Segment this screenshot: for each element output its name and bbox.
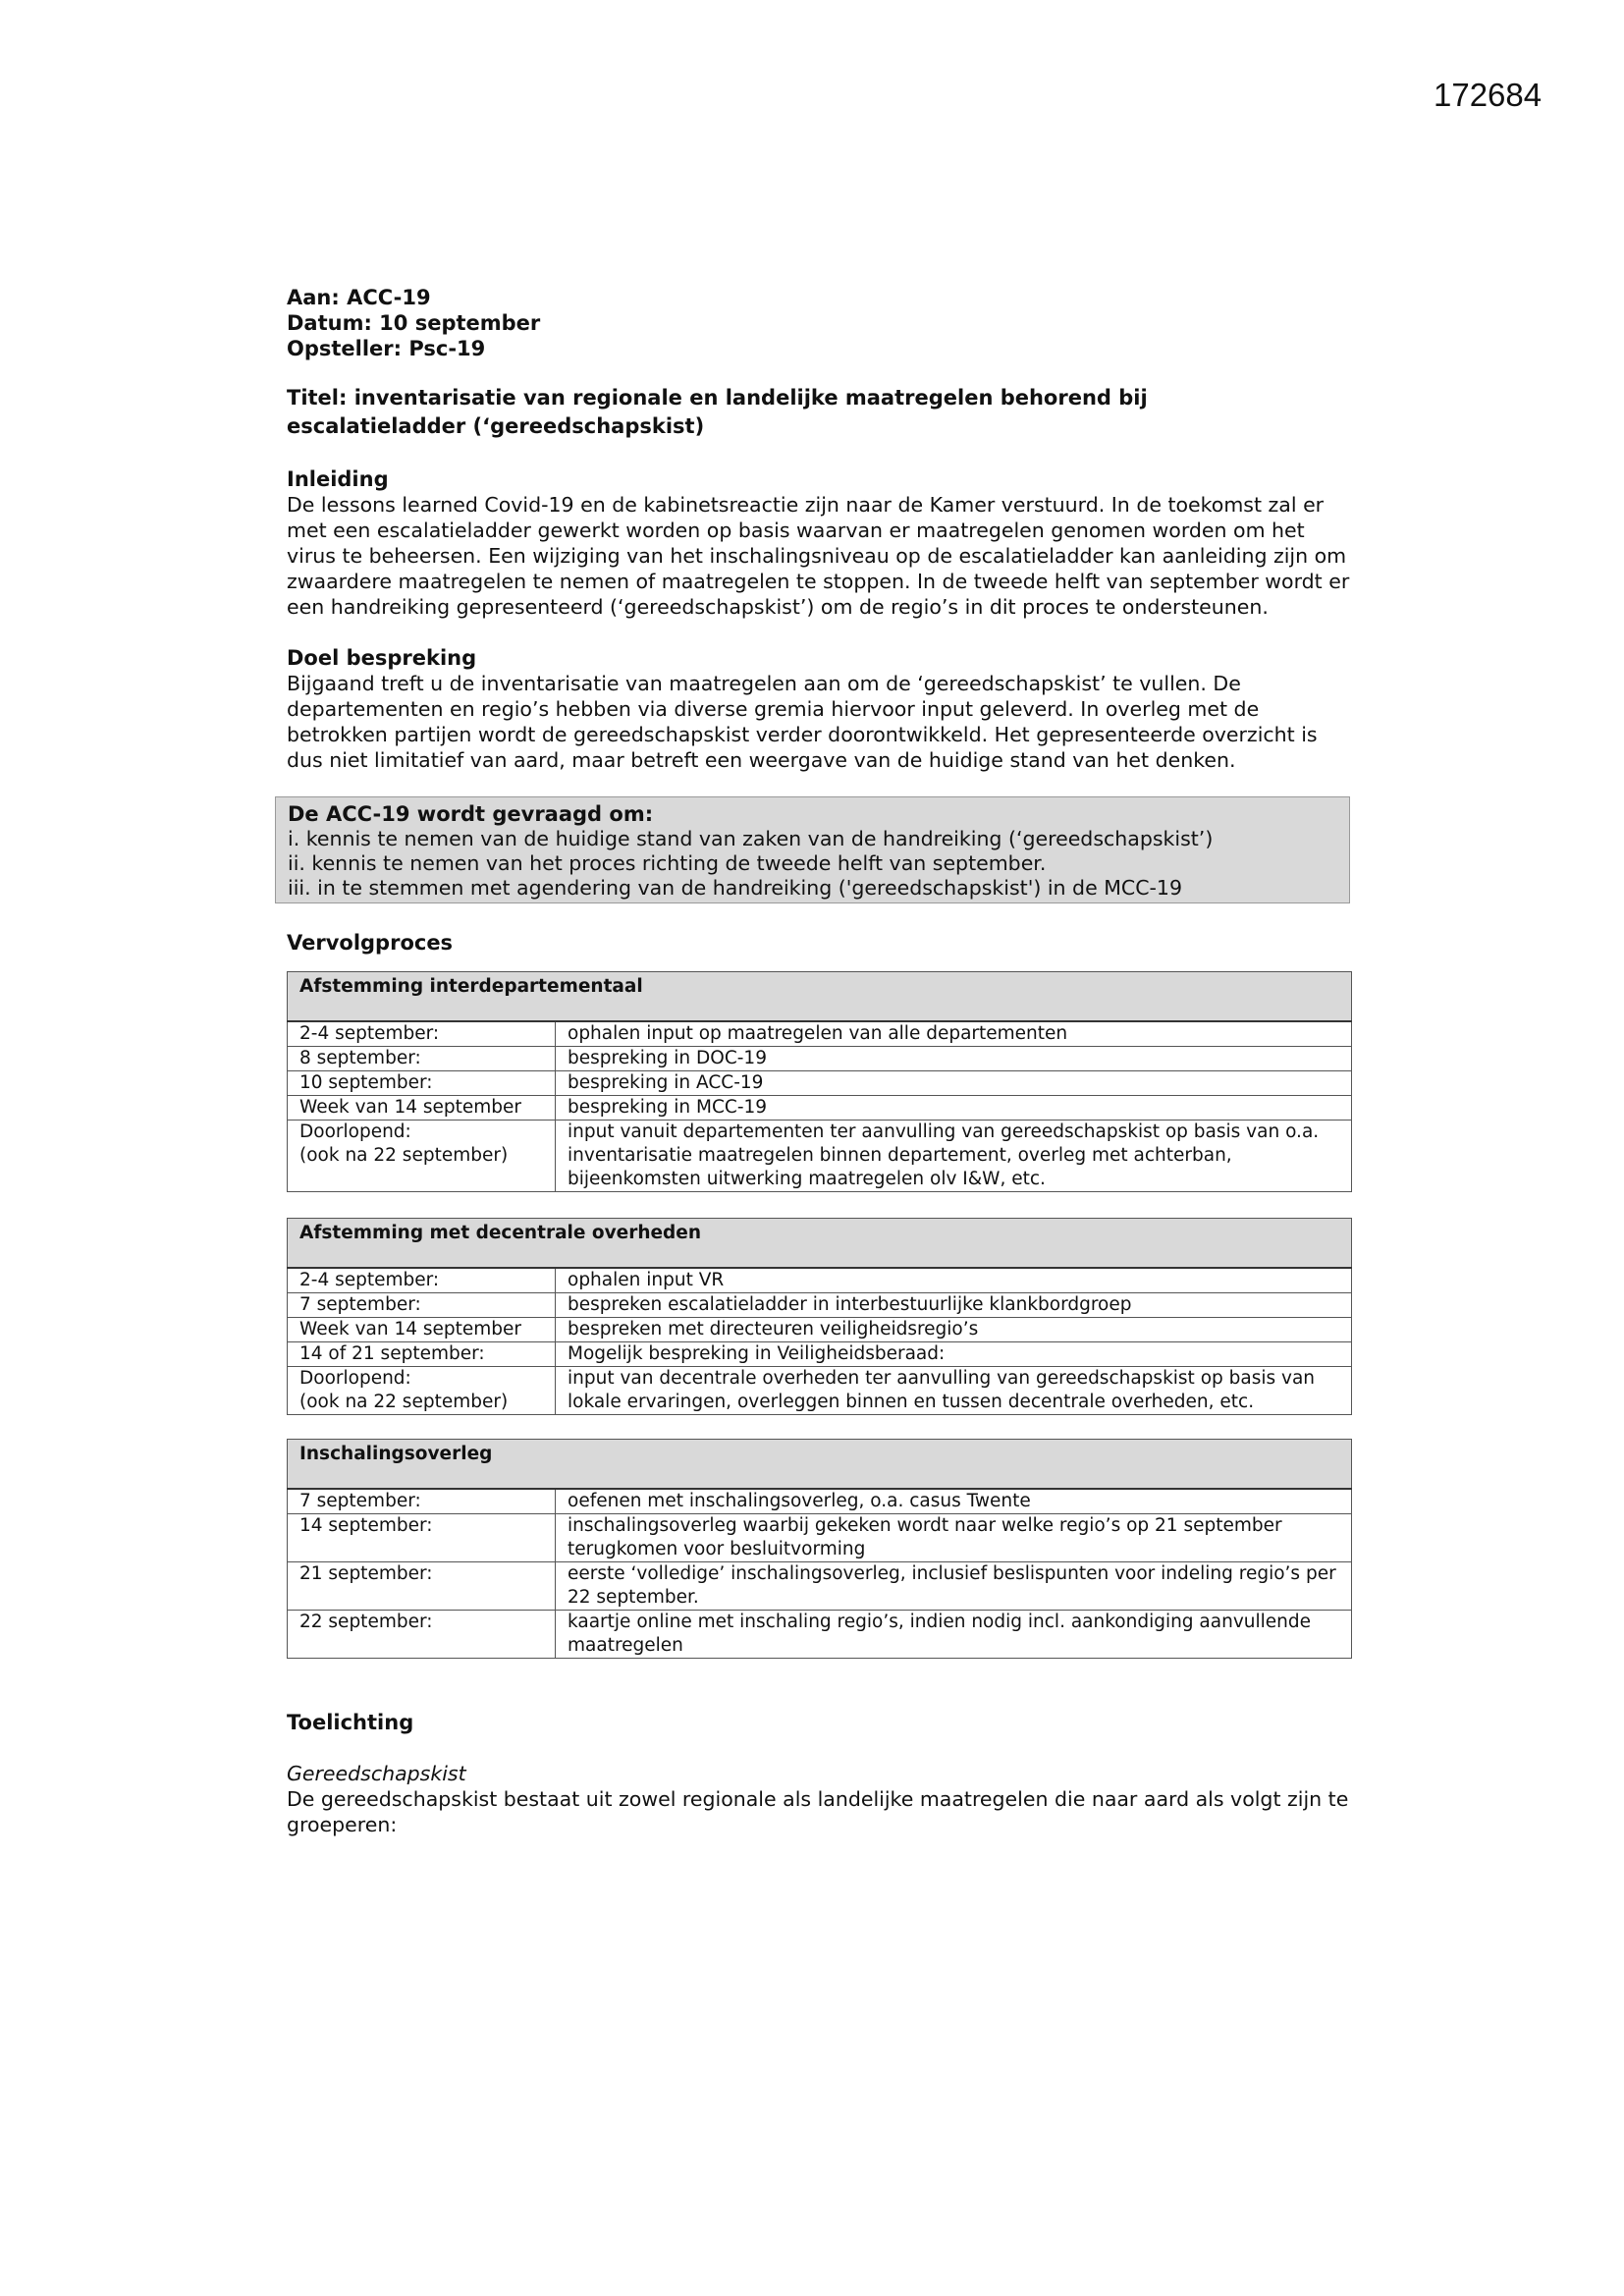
row-date: Week van 14 september (288, 1318, 556, 1342)
vervolgproces-heading: Vervolgproces (287, 931, 454, 955)
meta-aan: Aan: ACC-19 (287, 286, 431, 309)
table-row (288, 1121, 1352, 1192)
table-row (288, 1096, 1352, 1121)
row-description: kaartje online met inschaling regio’s, indien nodig incl. aankondiging aanvullende maatregelen (556, 1611, 1352, 1659)
doel-heading: Doel bespreking (287, 646, 477, 670)
inleiding-text: De lessons learned Covid-19 en de kabinetsreactie zijn naar de Kamer verstuurd. In de toekomst zal er met een escalatieladder gewerkt worden op basis waarvan er maatregelen genomen worden om het virus te beheersen. Een wijziging van het inschalingsniveau op de escalatieladder kan aanleiding zijn om zwaardere maatregelen te nemen of maatregelen te stoppen. In de tweede helft van september wordt er een handreiking gepresenteerd (‘gereedschapskist’) om de regio’s in dit proces te ondersteunen. (287, 493, 1350, 619)
table-row (288, 1047, 1352, 1071)
table-row (288, 1268, 1352, 1293)
toelichting-text: De gereedschapskist bestaat uit zowel regionale als landelijke maatregelen die naar aard als volgt zijn te groeperen: (287, 1787, 1349, 1836)
row-date: 22 september: (288, 1611, 556, 1659)
document-number: 172684 (1434, 77, 1543, 113)
row-date: 7 september: (288, 1293, 556, 1318)
toelichting-heading: Toelichting (287, 1711, 414, 1734)
row-description: eerste ‘volledige’ inschalingsoverleg, inclusief beslispunten voor indeling regio’s per 22 september. (556, 1562, 1352, 1611)
row-date: 7 september: (288, 1489, 556, 1514)
row-description: bespreken escalatieladder in interbestuurlijke klankbordgroep (556, 1293, 1352, 1318)
memo-body (287, 285, 1357, 1837)
table-row (288, 1367, 1352, 1415)
row-description: bespreken met directeuren veiligheidsregio’s (556, 1318, 1352, 1342)
table-row (288, 1342, 1352, 1367)
row-description: bespreking in MCC-19 (556, 1096, 1352, 1121)
row-description: oefenen met inschalingsoverleg, o.a. casus Twente (556, 1489, 1352, 1514)
memo-title: Titel: inventarisatie van regionale en landelijke maatregelen behorend bij escalatieladder (‘gereedschapskist) (287, 386, 1148, 438)
row-date: 2-4 september: (288, 1021, 556, 1047)
row-date: Doorlopend: (ook na 22 september) (288, 1121, 556, 1192)
doel-text: Bijgaand treft u de inventarisatie van maatregelen aan om de ‘gereedschapskist’ te vullen. De departementen en regio’s hebben via diverse gremia hiervoor input geleverd. In overleg met de betrokken partijen wordt de gereedschapskist verder doorontwikkeld. Het gepresenteerde overzicht is dus niet limitatief van aard, maar betreft een weergave van de huidige stand van het denken. (287, 672, 1318, 772)
inleiding-heading: Inleiding (287, 467, 389, 491)
row-date: 21 september: (288, 1562, 556, 1611)
table-row (288, 1562, 1352, 1611)
meta-opsteller: Opsteller: Psc-19 (287, 337, 486, 360)
row-description: ophalen input op maatregelen van alle departementen (556, 1021, 1352, 1047)
table-title: Afstemming interdepartementaal (288, 972, 1352, 1022)
schedule-table (287, 1218, 1352, 1415)
table-row (288, 1071, 1352, 1096)
gereedschapskist-subheading: Gereedschapskist (287, 1762, 466, 1785)
callout-item: ii. kennis te nemen van het proces richting de tweede helft van september. (288, 851, 1047, 875)
table-row (288, 1021, 1352, 1047)
schedule-table (287, 1439, 1352, 1659)
callout-item: i. kennis te nemen van de huidige stand van zaken van de handreiking (‘gereedschapskist’) (288, 827, 1214, 850)
table-row (288, 1293, 1352, 1318)
row-date: Week van 14 september (288, 1096, 556, 1121)
row-date: 14 of 21 september: (288, 1342, 556, 1367)
row-description: bespreking in DOC-19 (556, 1047, 1352, 1071)
table-row (288, 1611, 1352, 1659)
decision-callout (275, 796, 1350, 903)
row-description: input vanuit departementen ter aanvulling van gereedschapskist op basis van o.a. inventarisatie maatregelen binnen departement, overleg met achterban, bijeenkomsten uitwerking maatregelen olv I&W, etc. (556, 1121, 1352, 1192)
table-row (288, 1318, 1352, 1342)
row-date: 14 september: (288, 1514, 556, 1562)
row-description: ophalen input VR (556, 1268, 1352, 1293)
table-row (288, 1489, 1352, 1514)
table-row (288, 1514, 1352, 1562)
schedule-table (287, 971, 1352, 1192)
row-description: input van decentrale overheden ter aanvulling van gereedschapskist op basis van lokale ervaringen, overleggen binnen en tussen decentrale overheden, etc. (556, 1367, 1352, 1415)
row-description: bespreking in ACC-19 (556, 1071, 1352, 1096)
table-title: Inschalingsoverleg (288, 1440, 1352, 1490)
row-date: Doorlopend: (ook na 22 september) (288, 1367, 556, 1415)
row-date: 2-4 september: (288, 1268, 556, 1293)
table-title: Afstemming met decentrale overheden (288, 1219, 1352, 1269)
row-date: 8 september: (288, 1047, 556, 1071)
row-date: 10 september: (288, 1071, 556, 1096)
meta-datum: Datum: 10 september (287, 311, 541, 335)
schedule-tables (287, 971, 1357, 1659)
callout-item: iii. in te stemmen met agendering van de handreiking ('gereedschapskist') in de MCC-19 (288, 876, 1182, 900)
row-description: Mogelijk bespreking in Veiligheidsberaad: (556, 1342, 1352, 1367)
callout-heading: De ACC-19 wordt gevraagd om: (288, 802, 654, 826)
row-description: inschalingsoverleg waarbij gekeken wordt naar welke regio’s op 21 september terugkomen voor besluitvorming (556, 1514, 1352, 1562)
